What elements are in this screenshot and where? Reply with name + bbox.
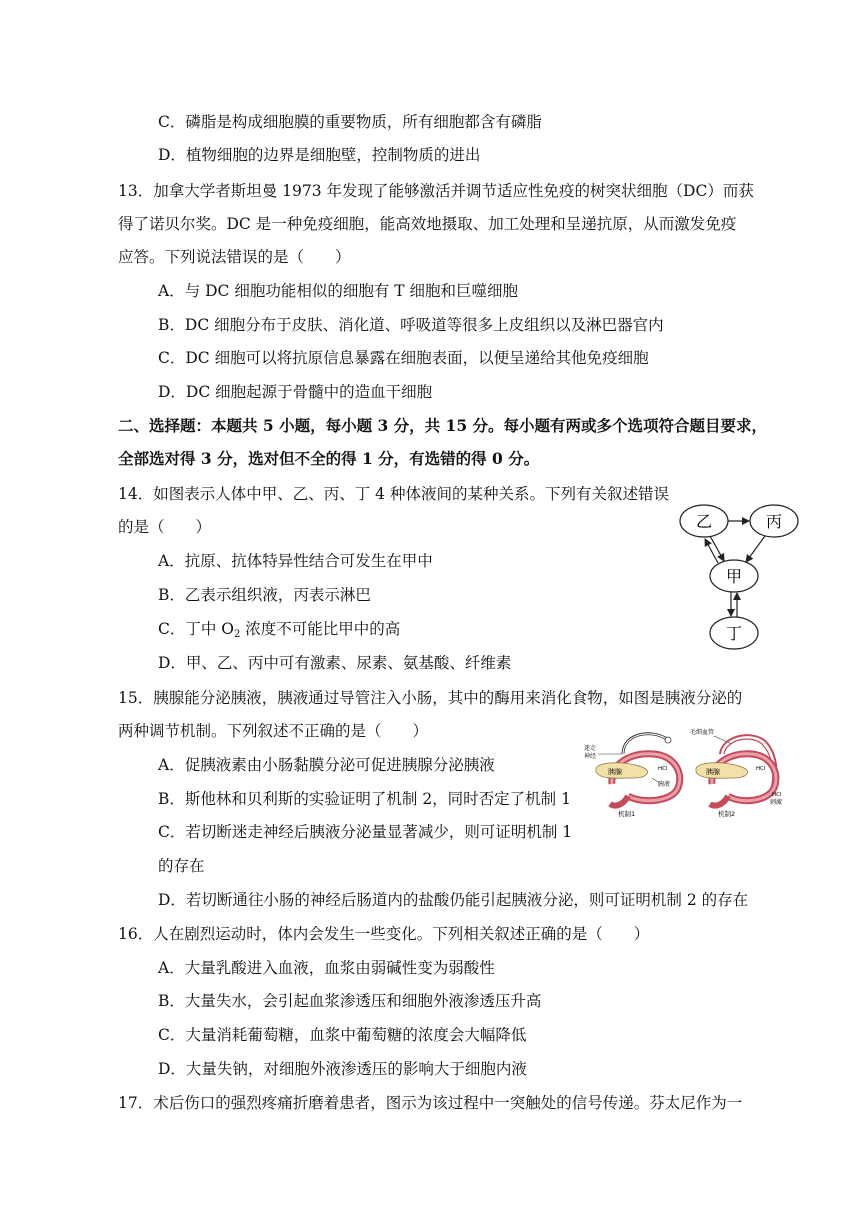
q13-stem-line3: 应答。下列说法错误的是（ ） (118, 248, 351, 266)
q16-option-a: A．大量乳酸进入血液，血浆由弱碱性变为弱酸性 (158, 959, 495, 977)
mech2-capillary-label: 毛细血管 (690, 729, 715, 736)
mech1-vagus-label-2: 神经 (584, 753, 597, 760)
mech2-intestine-label: 小肠 (720, 786, 733, 794)
mechanism-2-panel (690, 728, 782, 818)
mech2-pancreas-label: 胰腺 (706, 768, 720, 776)
svg-text:乙: 乙 (695, 512, 713, 531)
arrow-jia-to-yi (705, 539, 718, 563)
mechanism-1-panel (584, 733, 680, 818)
q12-option-c: C．磷脂是构成细胞膜的重要物质，所有细胞都含有磷脂 (158, 113, 542, 131)
mech1-juice-label: 胰液 (658, 781, 671, 788)
q15-option-b: B．斯他林和贝利斯的实验证明了机制 2，同时否定了机制 1 (158, 790, 571, 808)
mech1-caption: 机制1 (618, 810, 636, 818)
q14-option-a: A．抗原、抗体特异性结合可发生在甲中 (158, 552, 433, 570)
q12-option-d: D．植物细胞的边界是细胞壁，控制物质的进出 (158, 146, 481, 164)
node-bing (750, 505, 798, 537)
q13-stem-line1: 13．加拿大学者斯坦曼 1973 年发现了能够激活并调节适应性免疫的树突状细胞（DC）而获 (118, 182, 754, 200)
arrow-bing-to-jia (746, 536, 765, 562)
q14-option-c: C．丁中 $O_2$ 浓度不可能比甲中的高 (158, 620, 401, 640)
q14-option-d: D．甲、乙、丙中可有激素、尿素、氨基酸、纤维素 (158, 654, 512, 672)
q16-stem: 16．人在剧烈运动时，体内会发生一些变化。下列相关叙述正确的是（ ） (118, 925, 650, 943)
mech2-stim-label: 刺激 (770, 799, 783, 806)
body-fluid-relationship-diagram (670, 495, 810, 655)
mech1-vagus-label-1: 迷走 (584, 745, 597, 752)
q15-stem-line2: 两种调节机制。下列叙述不正确的是（ ） (118, 722, 429, 740)
q16-option-d: D．大量失钠，对细胞外液渗透压的影响大于细胞内液 (158, 1060, 527, 1078)
mech2-hcl-label-2: HCl (772, 792, 782, 798)
q15-option-a: A．促胰液素由小肠黏膜分泌可促进胰腺分泌胰液 (158, 756, 495, 774)
arrow-yi-to-jia (710, 536, 724, 561)
q13-option-a: A．与 DC 细胞功能相似的细胞有 T 细胞和巨噬细胞 (158, 282, 519, 300)
section2-heading-line1: 二、选择题：本题共 5 小题，每小题 3 分，共 15 分。每小题有两或多个选项符合题目要求， (118, 416, 768, 435)
q15-option-c-line1: C．若切断迷走神经后胰液分泌量显著减少，则可证明机制 1 (158, 823, 573, 841)
section2-heading-line2: 全部选对得 3 分，选对但不全的得 1 分，有选错的得 0 分。 (118, 449, 540, 468)
mech1-pancreas-label: 胰腺 (608, 768, 622, 776)
node-ding (710, 617, 758, 649)
q17-stem-line1: 17．术后伤口的强烈疼痛折磨着患者，图示为该过程中一突触处的信号传递。芬太尼作为一 (118, 1094, 743, 1112)
q14-stem-line1: 14．如图表示人体中甲、乙、丙、丁 4 种体液间的某种关系。下列有关叙述错误 (118, 485, 669, 503)
q13-option-d: D．DC 细胞起源于骨髓中的造血干细胞 (158, 383, 433, 401)
q15-stem-line1: 15．胰腺能分泌胰液，胰液通过导管注入小肠，其中的酶用来消化食物，如图是胰液分泌的 (118, 689, 743, 707)
q14-stem-line2: 的是（ ） (118, 518, 212, 536)
q13-stem-line2: 得了诺贝尔奖。DC 是一种免疫细胞，能高效地摄取、加工处理和呈递抗原，从而激发免疫 (118, 215, 737, 233)
svg-text:甲: 甲 (725, 567, 743, 586)
mech2-hcl-label: HCl (756, 766, 766, 772)
svg-text:丙: 丙 (765, 512, 783, 531)
q16-option-c: C．大量消耗葡萄糖，血浆中葡萄糖的浓度会大幅降低 (158, 1026, 527, 1044)
svg-text:丁: 丁 (725, 624, 743, 643)
q16-option-b: B．大量失水，会引起血浆渗透压和细胞外液渗透压升高 (158, 992, 542, 1010)
mech1-intestine-label: 小肠 (620, 786, 633, 794)
q13-option-c: C．DC 细胞可以将抗原信息暴露在细胞表面，以便呈递给其他免疫细胞 (158, 349, 649, 367)
q15-option-c-line2: 的存在 (158, 857, 205, 875)
node-jia (710, 560, 758, 592)
node-yi (680, 505, 728, 537)
mech2-caption: 机制2 (718, 810, 736, 818)
q14-option-b: B．乙表示组织液，丙表示淋巴 (158, 586, 371, 604)
mech1-hcl-label: HCl (658, 766, 668, 772)
q13-option-b: B．DC 细胞分布于皮肤、消化道、呼吸道等很多上皮组织以及淋巴器官内 (158, 316, 664, 334)
q15-option-d: D．若切断通往小肠的神经后肠道内的盐酸仍能引起胰液分泌，则可证明机制 2 的存在 (158, 891, 749, 909)
pancreatic-secretion-mechanism-figure (582, 724, 790, 820)
